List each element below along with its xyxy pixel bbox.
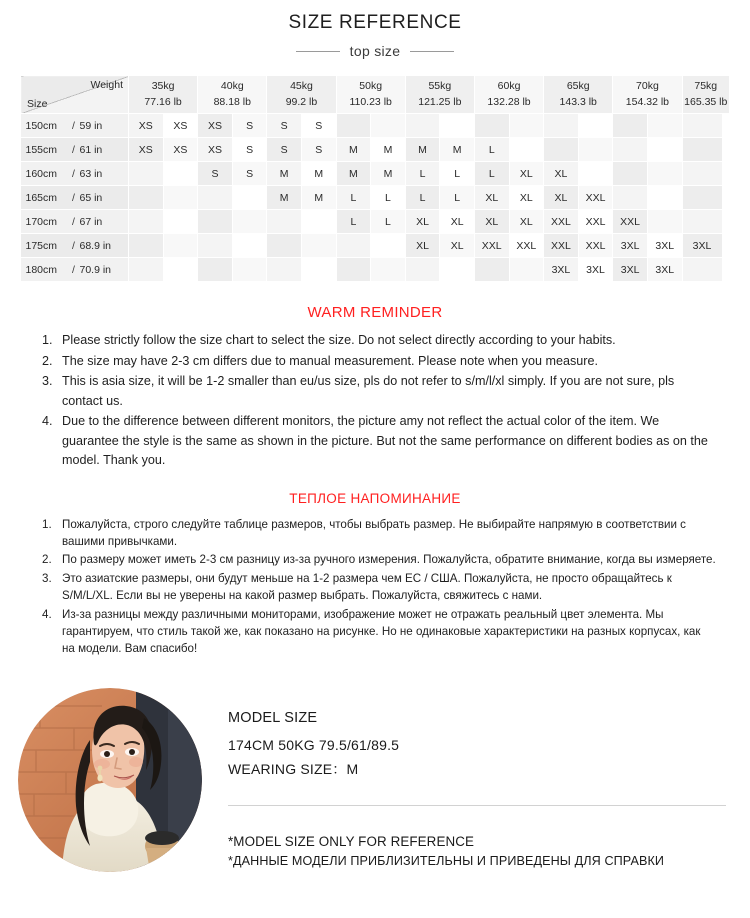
row-size-label [21, 210, 129, 234]
size-cell [267, 234, 302, 258]
weight-lb: 121.25 lb [418, 95, 462, 108]
weight-lb: 77.16 lb [144, 95, 182, 108]
size-cell: XL [509, 162, 544, 186]
size-cell: XL [474, 186, 509, 210]
header-block [0, 0, 750, 59]
warm-reminder-list [0, 331, 750, 471]
size-cell: XS [198, 114, 233, 138]
row-height-inch: 68.9 in [79, 239, 112, 252]
size-cell [578, 138, 613, 162]
size-cell: XL [440, 210, 475, 234]
weight-column-header [267, 76, 336, 114]
size-cell: L [371, 186, 406, 210]
row-height-inch: 61 in [79, 143, 103, 156]
size-cell [405, 258, 440, 282]
weight-kg: 60kg [497, 80, 521, 93]
size-cell [163, 234, 198, 258]
size-cell [474, 258, 509, 282]
size-cell [232, 234, 267, 258]
size-cell [647, 114, 682, 138]
table-row [21, 138, 730, 162]
size-cell: S [267, 114, 302, 138]
row-size-label [21, 258, 129, 282]
row-separator: / [72, 143, 75, 156]
weight-kg: 65kg [566, 80, 590, 93]
size-cell: XL [509, 186, 544, 210]
size-cell [544, 138, 579, 162]
size-cell: S [232, 114, 267, 138]
size-cell: S [301, 114, 336, 138]
size-cell [682, 138, 722, 162]
divider-line-right [410, 51, 454, 52]
row-size-label [21, 186, 129, 210]
weight-column-header [198, 76, 267, 114]
size-cell: XL [440, 234, 475, 258]
size-cell: 3XL [578, 258, 613, 282]
row-height-cm: 150cm [25, 119, 58, 132]
reminder-note: Please strictly follow the size chart to select the size. Do not select directly according to your habits. [62, 333, 616, 347]
reminder-note: Это азиатские размеры, они будут меньше на 1-2 размера чем ЕС / США. Пожалуйста, не просто обращайтесь к S/M/L/XL. Если вы не уверены на какой размер выбрать. Пожалуйста, свяжитесь с нами. [62, 571, 672, 603]
size-cell: S [267, 138, 302, 162]
row-height-cm: 160cm [25, 167, 58, 180]
table-row [21, 186, 730, 210]
weight-lb: 132.28 lb [487, 95, 531, 108]
size-cell [198, 234, 233, 258]
header-size-label: Size [27, 98, 48, 110]
size-cell: L [405, 186, 440, 210]
table-row [21, 114, 730, 138]
reminder-note: Due to the difference between different monitors, the picture amy not reflect the actual color of the item. We guarantee the style is the same as shown in the picture. But not the same performance on different bodies as on the model. Thank you. [62, 414, 708, 468]
size-cell [647, 210, 682, 234]
model-section [0, 688, 750, 872]
size-cell: 3XL [682, 234, 722, 258]
size-cell [163, 162, 198, 186]
size-cell [371, 258, 406, 282]
size-cell: XXL [578, 210, 613, 234]
row-size-label [21, 234, 129, 258]
warm-reminder-heading-ru: ТЕПЛОЕ НАПОМИНАНИЕ [289, 490, 461, 506]
size-cell: XXL [578, 234, 613, 258]
size-cell: L [440, 162, 475, 186]
weight-kg: 70kg [636, 80, 659, 93]
size-cell [198, 210, 233, 234]
row-height-cm: 175cm [25, 239, 58, 252]
size-cell [129, 162, 164, 186]
size-cell [129, 210, 164, 234]
size-cell: M [336, 138, 371, 162]
size-cell: XXL [474, 234, 509, 258]
size-cell: L [336, 186, 371, 210]
weight-lb: 88.18 lb [213, 95, 251, 108]
size-cell: M [405, 138, 440, 162]
size-cell: 3XL [544, 258, 579, 282]
model-portrait-illustration [18, 688, 202, 872]
size-cell: XL [405, 234, 440, 258]
row-height-cm: 165cm [25, 191, 58, 204]
size-cell: M [267, 186, 302, 210]
size-cell [371, 114, 406, 138]
size-cell: XS [198, 138, 233, 162]
row-separator: / [72, 167, 75, 180]
row-size-label [21, 162, 129, 186]
subtitle-row [0, 43, 750, 59]
reminder-note: По размеру может иметь 2-3 см разницу из-за ручного измерения. Пожалуйста, обратите внимание, когда вы измеряете. [62, 553, 716, 567]
weight-lb: 143.3 lb [559, 95, 597, 108]
size-cell: M [336, 162, 371, 186]
weight-lb: 154.32 lb [625, 95, 670, 108]
size-cell: XL [405, 210, 440, 234]
size-cell: XXL [578, 186, 613, 210]
size-cell [198, 258, 233, 282]
size-cell: 3XL [613, 234, 648, 258]
size-cell [129, 258, 164, 282]
size-cell: L [371, 210, 406, 234]
size-cell [371, 234, 406, 258]
weight-column-header [682, 76, 730, 114]
table-head [21, 76, 730, 114]
row-separator: / [72, 263, 75, 276]
size-cell: S [198, 162, 233, 186]
model-photo [18, 688, 202, 872]
weight-column-header [405, 76, 474, 114]
row-separator: / [72, 239, 75, 252]
table-row [21, 258, 730, 282]
size-cell: XS [163, 114, 198, 138]
model-divider [228, 805, 726, 806]
size-cell: S [301, 138, 336, 162]
size-cell: XL [474, 210, 509, 234]
size-reference-table [20, 75, 730, 282]
size-cell: XXL [509, 234, 544, 258]
row-height-cm: 170cm [25, 215, 58, 228]
size-cell [163, 210, 198, 234]
table-row [21, 162, 730, 186]
weight-column-header [544, 76, 613, 114]
size-cell: XS [129, 138, 164, 162]
weight-column-header [336, 76, 405, 114]
size-cell: XS [129, 114, 164, 138]
size-cell [232, 258, 267, 282]
weight-kg: 40kg [220, 80, 244, 93]
reminder-note: Пожалуйста, строго следуйте таблице размеров, чтобы выбрать размер. Не выбирайте напрямую в соответствии с вашими привычками. [62, 517, 686, 548]
size-cell: L [440, 186, 475, 210]
size-cell: L [474, 162, 509, 186]
size-cell: XXL [544, 210, 579, 234]
size-cell [647, 186, 682, 210]
size-cell [232, 210, 267, 234]
weight-lb: 99.2 lb [285, 95, 318, 108]
table-row [21, 210, 730, 234]
warm-reminder-list-ru [0, 516, 750, 658]
size-cell: M [301, 162, 336, 186]
size-cell [336, 114, 371, 138]
row-separator: / [72, 215, 75, 228]
weight-lb: 165.35 lb [684, 95, 728, 108]
size-cell [267, 210, 302, 234]
weight-column-header [129, 76, 198, 114]
size-cell [474, 114, 509, 138]
warm-reminder-heading: WARM REMINDER [307, 304, 443, 321]
size-cell [682, 258, 722, 282]
model-wearing-size: WEARING SIZE：M [228, 760, 359, 777]
weight-column-header [613, 76, 682, 114]
model-footnote-ru: *ДАННЫЕ МОДЕЛИ ПРИБЛИЗИТЕЛЬНЫ И ПРИВЕДЕНЫ ДЛЯ СПРАВКИ [228, 853, 665, 868]
size-cell: XL [509, 210, 544, 234]
size-cell [613, 138, 648, 162]
table-body [21, 114, 730, 282]
size-cell [267, 258, 302, 282]
weight-kg: 50kg [359, 80, 383, 93]
size-cell: 3XL [647, 234, 682, 258]
size-cell [682, 114, 722, 138]
size-cell [198, 186, 233, 210]
size-cell [336, 234, 371, 258]
page-subtitle: top size [349, 43, 401, 59]
size-cell [336, 258, 371, 282]
header-corner-cell [21, 76, 129, 114]
table-header-row [21, 76, 730, 114]
reminder-note: Из-за разницы между различными мониторами, изображение может не отражать реальный цвет элемента. Мы гарантируем, что стиль такой же, как показано на рисунке. Но не одинаковые характеристики на разных корпусах, как на модели. Вам спасибо! [62, 607, 701, 656]
model-measurements: 174CM 50KG 79.5/61/89.5 [228, 736, 400, 753]
row-separator: / [72, 191, 75, 204]
size-cell [129, 234, 164, 258]
weight-kg: 75kg [694, 80, 718, 93]
size-cell [163, 258, 198, 282]
divider-line-left [296, 51, 340, 52]
weight-kg: 55kg [428, 80, 452, 93]
weight-column-header [474, 76, 543, 114]
table-row [21, 234, 730, 258]
row-height-cm: 155cm [25, 143, 58, 156]
size-cell: M [371, 162, 406, 186]
row-size-label [21, 114, 129, 138]
weight-kg: 35kg [151, 80, 175, 93]
size-cell [613, 114, 648, 138]
size-cell [509, 114, 544, 138]
size-cell: XL [544, 186, 579, 210]
size-cell [440, 258, 475, 282]
size-cell [301, 234, 336, 258]
size-cell: M [371, 138, 406, 162]
size-cell [301, 258, 336, 282]
model-size-title: MODEL SIZE [228, 709, 318, 726]
row-height-inch: 59 in [79, 119, 103, 132]
size-cell [509, 258, 544, 282]
size-cell: XL [544, 162, 579, 186]
size-cell: XXL [544, 234, 579, 258]
size-cell [682, 162, 722, 186]
size-cell: L [336, 210, 371, 234]
row-height-inch: 67 in [79, 215, 103, 228]
size-cell: M [301, 186, 336, 210]
size-cell: M [440, 138, 475, 162]
size-cell [647, 162, 682, 186]
size-cell: S [232, 162, 267, 186]
size-cell [682, 210, 722, 234]
size-cell: S [232, 138, 267, 162]
size-table-wrapper [20, 75, 730, 282]
header-weight-label: Weight [90, 79, 123, 91]
size-cell: L [474, 138, 509, 162]
row-height-cm: 180cm [25, 263, 58, 276]
size-cell [647, 138, 682, 162]
size-cell [405, 114, 440, 138]
model-info [228, 688, 726, 871]
weight-lb: 110.23 lb [349, 95, 392, 108]
size-cell [232, 186, 267, 210]
size-cell [163, 186, 198, 210]
row-size-label [21, 138, 129, 162]
row-separator: / [72, 119, 75, 132]
size-cell [613, 186, 648, 210]
size-cell: 3XL [647, 258, 682, 282]
size-cell: M [267, 162, 302, 186]
size-cell [301, 210, 336, 234]
size-cell [578, 114, 613, 138]
row-height-inch: 65 in [79, 191, 103, 204]
size-cell [613, 162, 648, 186]
size-cell: XXL [613, 210, 648, 234]
row-height-inch: 63 in [79, 167, 103, 180]
model-footnote-en: *MODEL SIZE ONLY FOR REFERENCE [228, 833, 475, 849]
size-cell [509, 138, 544, 162]
size-cell [440, 114, 475, 138]
size-cell [544, 114, 579, 138]
size-cell [578, 162, 613, 186]
weight-kg: 45kg [290, 80, 313, 93]
size-cell: L [405, 162, 440, 186]
size-cell [129, 186, 164, 210]
reminder-note: This is asia size, it will be 1-2 smaller than eu/us size, pls do not refer to s/m/l/xl simply. If you are not sure, pls contact us. [62, 374, 675, 408]
reminder-note: The size may have 2-3 cm differs due to manual measurement. Please note when you measure. [62, 353, 598, 368]
page-title: SIZE REFERENCE [288, 12, 462, 33]
size-cell [682, 186, 722, 210]
size-cell: XS [163, 138, 198, 162]
size-cell: 3XL [613, 258, 648, 282]
row-height-inch: 70.9 in [79, 263, 112, 276]
